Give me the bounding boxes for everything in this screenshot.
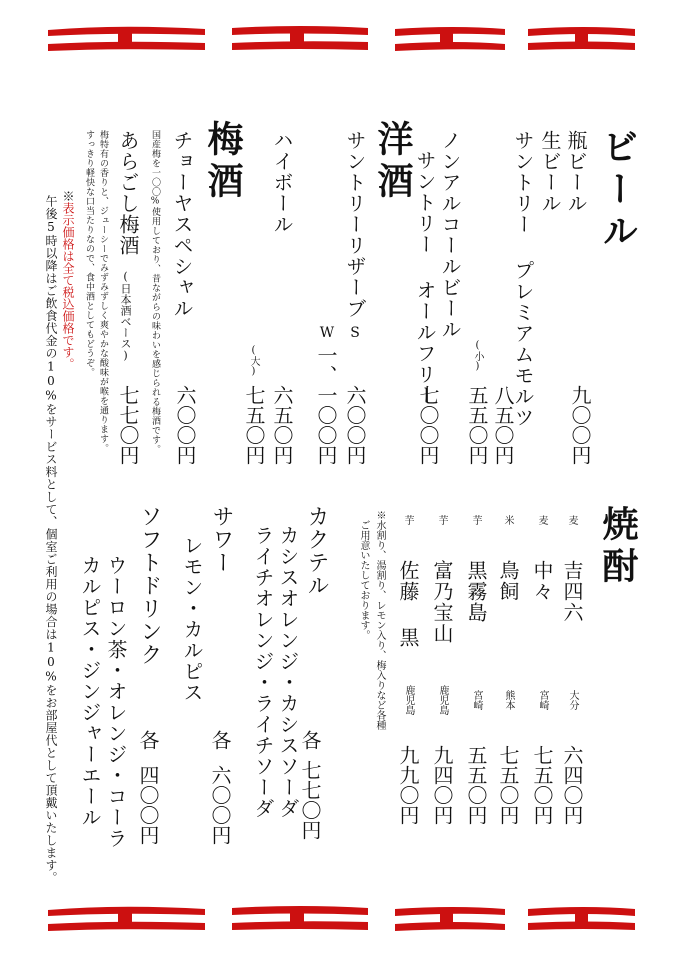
cocktail-heading: カクテル [304, 505, 329, 597]
shochu-heading: 焼酎 [597, 505, 639, 589]
shochu-type-6: 芋 [402, 515, 413, 525]
shochu-type-3: 米 [502, 515, 513, 525]
decorative-band-bottom [0, 900, 680, 940]
beer-heading: ビール [597, 128, 639, 254]
sour-price: 六〇〇円 [208, 765, 232, 845]
soft-drink-item-2: カルピス・ジンジャーエール [78, 555, 102, 828]
shochu-type-1: 麦 [566, 515, 577, 525]
highball-price-large: 七五〇円 [242, 385, 266, 465]
shochu-type-5: 芋 [436, 515, 447, 525]
umeshu-heading: 梅酒 [202, 120, 244, 204]
nonalc-price: 七〇〇円 [416, 385, 440, 465]
whisky-double-label: W [319, 325, 335, 341]
beer-bottle-price: 九〇〇円 [568, 385, 592, 465]
shochu-origin-2: 宮崎 [537, 690, 548, 710]
umeshu-choya-price: 六〇〇円 [173, 385, 197, 465]
highball-large-size: (大) [248, 345, 259, 377]
nonalc-title: ノンアルコールビール [438, 130, 462, 340]
whisky-single-price: 六〇〇円 [343, 385, 367, 465]
shochu-name-6: 佐藤 黒 [396, 560, 420, 648]
highball-item: ハイボール [270, 130, 294, 235]
decorative-band-top [0, 20, 680, 60]
beer-item-bottle: 瓶ビール [564, 130, 588, 214]
shochu-price-1: 六四〇円 [560, 745, 584, 825]
cocktail-each-label: 各 [298, 730, 322, 751]
nonalc-product: サントリー オールフリー [413, 150, 437, 406]
shochu-name-3: 鳥飼 [496, 560, 520, 602]
shochu-origin-5: 鹿児島 [437, 685, 448, 715]
umeshu-aragoshi-price: 七七〇円 [116, 385, 140, 465]
tax-note-text: 表示価格は全て税込価格です。 [61, 202, 75, 370]
shochu-name-1: 吉四六 [560, 560, 584, 623]
shochu-note-2: ご用意いたしております。 [358, 520, 369, 640]
whisky-single-label: S [347, 325, 363, 341]
umeshu-aragoshi-note-1: 梅特有の香りと、ジューシーでみずみずしく爽やかな酸味が喉を通ります。 [98, 130, 108, 453]
shochu-price-4: 五五〇円 [464, 745, 488, 825]
soft-drink-price: 四〇〇円 [136, 765, 160, 845]
tax-note [62, 190, 74, 370]
shochu-origin-4: 宮崎 [471, 690, 482, 710]
sour-heading: サワー [209, 505, 234, 574]
shochu-type-2: 麦 [536, 515, 547, 525]
umeshu-aragoshi-type: (日本酒ベース) [119, 270, 132, 362]
soft-drink-item-1: ウーロン茶・オレンジ・コーラ [104, 555, 128, 849]
tax-note-mark: ※ [61, 190, 75, 202]
soft-drink-heading: ソフトドリンク [137, 505, 162, 666]
highball-price-regular: 六五〇円 [270, 385, 294, 465]
umeshu-choya-note: 国産梅を一〇〇%使用しており、昔ながらの味わいを感じられる梅酒です。 [150, 130, 160, 454]
umeshu-item-aragoshi: あらごし梅酒 [116, 130, 140, 256]
umeshu-aragoshi-note-2: すっきり軽快な口当たりなので、食中酒としてもどうぞ。 [84, 130, 94, 377]
service-charge-note: 午後5時以降はご飲食代金の10%をサービス料として、個室ご利用の場合は10%をお部屋代として頂戴いたします。 [44, 195, 58, 884]
cocktail-price: 七七〇円 [298, 760, 322, 840]
beer-premium-price: 五五〇円 [465, 385, 489, 465]
sour-each-label: 各 [208, 730, 232, 751]
cocktail-item-lychee: ライチオレンジ・ライチソーダ [251, 525, 275, 819]
shochu-price-3: 七五〇円 [496, 745, 520, 825]
shochu-name-2: 中々 [530, 560, 554, 602]
whisky-heading: 洋酒 [372, 120, 414, 204]
shochu-price-6: 九九〇円 [396, 745, 420, 825]
beer-item-draft: 生ビール [538, 130, 562, 214]
shochu-note-1: ※水割り、湯割り、レモン入り、梅入りなど各種 [374, 510, 385, 730]
shochu-price-2: 七五〇円 [530, 745, 554, 825]
whisky-item-reserve: サントリーリザーブ [343, 130, 367, 319]
cocktail-item-cassis: カシスオレンジ・カシスソーダ [276, 525, 300, 819]
shochu-name-5: 富乃宝山 [430, 560, 454, 644]
shochu-type-4: 芋 [470, 515, 481, 525]
beer-draft-price: 八五〇円 [491, 385, 515, 465]
shochu-origin-6: 鹿児島 [403, 685, 414, 715]
shochu-name-4: 黒霧島 [464, 560, 488, 623]
whisky-double-price: 一、一〇〇円 [314, 345, 338, 465]
shochu-origin-3: 熊本 [503, 690, 514, 710]
sour-item: レモン・カルピス [180, 535, 204, 703]
umeshu-item-choya: チョーヤスペシャル [170, 130, 194, 319]
shochu-origin-1: 大分 [567, 690, 578, 710]
shochu-price-5: 九四〇円 [430, 745, 454, 825]
beer-item-premium-malts: サントリー プレミアムモルツ [511, 130, 535, 428]
soft-drink-each-label: 各 [136, 730, 160, 751]
beer-draft-size: (小) [472, 340, 483, 372]
